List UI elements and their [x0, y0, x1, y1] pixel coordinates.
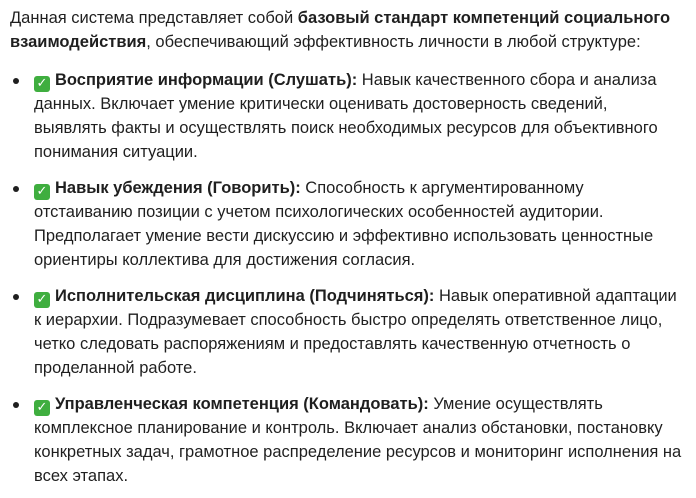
intro-tail: , обеспечивающий эффективность личности в любой структуре:: [146, 33, 641, 51]
list-item: [10, 176, 684, 272]
check-mark-icon: ✓: [34, 400, 50, 416]
item-term: Управленческая компетенция (Командовать):: [55, 395, 429, 413]
item-text: Умение осуществлять комплексное планирование и контроль. Включает анализ обстановки, постановку конкретных задач, грамотное распределение ресурсов и мониторинг исполнения на всех этапах.: [34, 395, 682, 485]
intro-paragraph: [10, 6, 684, 54]
item-text: Навык качественного сбора и анализа данных. Включает умение критически оценивать достоверность сведений, выявлять факты и осуществлять поиск необходимых ресурсов для объективного понимания ситуации.: [34, 71, 658, 161]
check-mark-icon: ✓: [34, 292, 50, 308]
check-mark-icon: ✓: [34, 76, 50, 92]
list-item: [10, 392, 684, 488]
item-term: Исполнительская дисциплина (Подчиняться):: [55, 287, 435, 305]
check-mark-icon: ✓: [34, 184, 50, 200]
intro-lead: Данная система представляет собой: [10, 9, 298, 27]
list-item: [10, 284, 684, 380]
item-text: Способность к аргументированному отстаиванию позиции с учетом психологических особенностей аудитории. Предполагает умение вести дискуссию и эффективно использовать ценностные ориентиры коллектива для достижения согласия.: [34, 179, 654, 269]
item-term: Восприятие информации (Слушать):: [55, 71, 358, 89]
list-item: [10, 68, 684, 164]
item-term: Навык убеждения (Говорить):: [55, 179, 301, 197]
competency-list: [10, 68, 684, 488]
item-text: Навык оперативной адаптации к иерархии. Подразумевает способность быстро определять ответственное лицо, четко следовать распоряжениям и предоставлять качественную отчетность о проделанной работе.: [34, 287, 677, 377]
intro-bold: базовый стандарт компетенций социального взаимодействия: [10, 9, 671, 51]
